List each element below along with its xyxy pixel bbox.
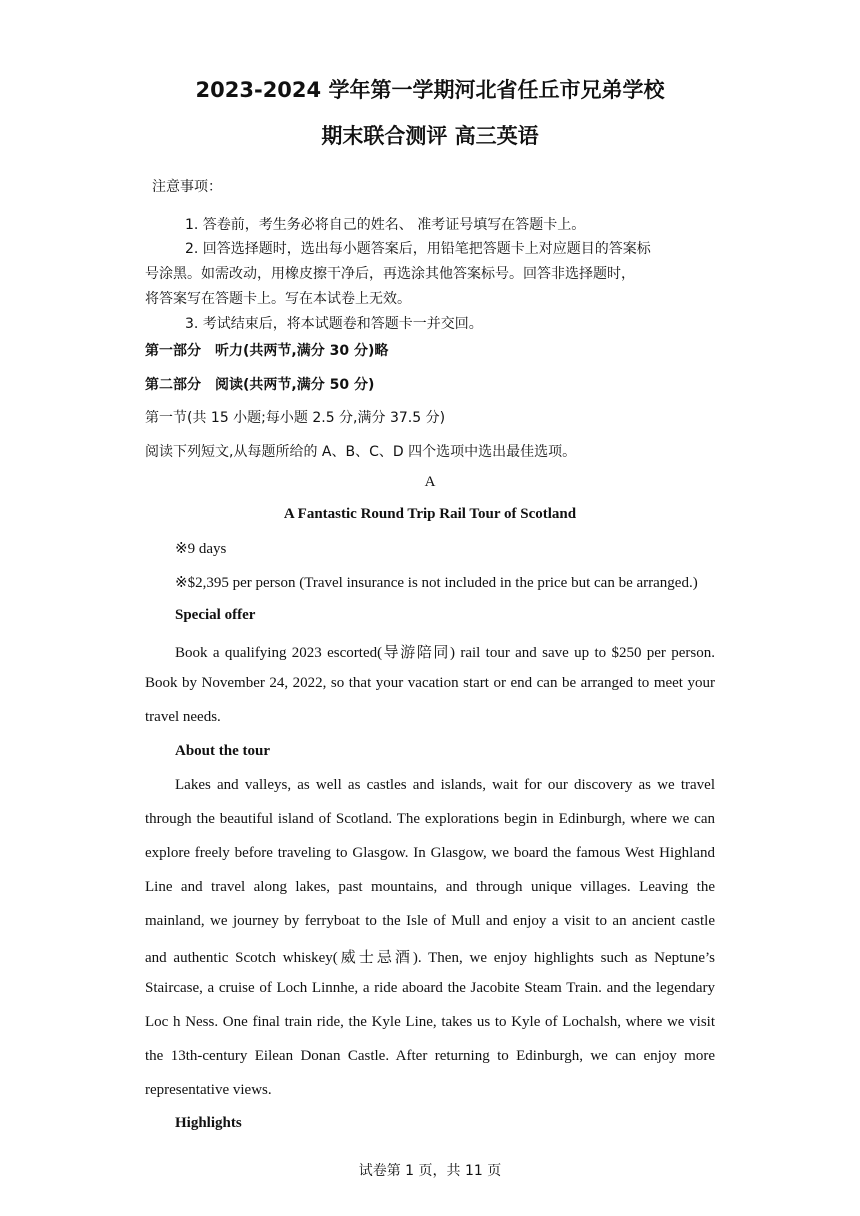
notes-heading: 注意事项： — [152, 179, 222, 195]
special-offer-line: Book by November 24, 2022, so that your vacation start or end can be arranged to meet your — [145, 675, 715, 691]
about-tour-line: mainland, we journey by ferryboat to the Isle of Mull and enjoy a visit to an ancient castle — [145, 913, 715, 929]
about-tour-line: representative views. — [145, 1082, 272, 1098]
passage-label: A — [424, 474, 436, 490]
about-tour-line: Staircase, a cruise of Loch Linnhe, a ride aboard the Jacobite Steam Train. and the legendary — [145, 980, 715, 996]
reading-instruction: 阅读下列短文,从每题所给的 A、B、C、D 四个选项中选出最佳选项。 — [145, 444, 577, 460]
about-tour-line: explore freely before traveling to Glasgow. In Glasgow, we board the famous West Highland — [145, 845, 715, 861]
notes-item-2-line-3: 将答案写在答题卡上。写在本试卷上无效。 — [145, 291, 411, 307]
page-footer: 试卷第 1 页，共 11 页 — [358, 1163, 502, 1179]
special-offer-line: travel needs. — [145, 709, 221, 725]
section-1-heading: 第一节(共 15 小题;每小题 2.5 分,满分 37.5 分) — [145, 410, 446, 426]
notes-item-2-line-1: 2. 回答选择题时，选出每小题答案后，用铅笔把答题卡上对应题目的答案标 — [185, 241, 651, 257]
highlights-heading: Highlights — [175, 1115, 242, 1131]
notes-item-1: 1. 答卷前，考生务必将自己的姓名、 准考证号填写在答题卡上。 — [185, 217, 586, 233]
exam-title-line2: 期末联合测评 高三英语 — [321, 124, 539, 148]
bullet-price: ※$2,395 per person (Travel insurance is not included in the price but can be arranged.) — [175, 575, 698, 591]
about-tour-line: Line and travel along lakes, past mountains, and through unique villages. Leaving the — [145, 879, 715, 895]
notes-item-2-line-2: 号涂黑。如需改动，用橡皮擦干净后，再选涂其他答案标号。回答非选择题时， — [145, 266, 635, 282]
bullet-duration: ※9 days — [175, 541, 227, 557]
about-tour-line: and authentic Scotch whiskey(威士忌酒). Then, we enjoy highlights such as Neptune’s — [145, 950, 715, 966]
about-tour-line: through the beautiful island of Scotland. The explorations begin in Edinburgh, where we can — [145, 811, 715, 827]
about-tour-heading: About the tour — [175, 743, 271, 759]
part-2-heading: 第二部分 阅读(共两节,满分 50 分) — [145, 377, 375, 393]
part-1-heading: 第一部分 听力(共两节,满分 30 分)略 — [145, 343, 389, 359]
passage-title: A Fantastic Round Trip Rail Tour of Scotland — [283, 506, 577, 522]
about-tour-line: Lakes and valleys, as well as castles and islands, wait for our discovery as we travel — [175, 777, 715, 793]
about-tour-line: Loc h Ness. One final train ride, the Kyle Line, takes us to Kyle of Lochalsh, where we visit — [145, 1014, 715, 1030]
exam-title-line1: 2023-2024 学年第一学期河北省任丘市兄弟学校 — [195, 78, 665, 102]
notes-item-3: 3. 考试结束后，将本试题卷和答题卡一并交回。 — [185, 316, 483, 332]
about-tour-line: the 13th-century Eilean Donan Castle. After returning to Edinburgh, we can enjoy more — [145, 1048, 715, 1064]
special-offer-line: Book a qualifying 2023 escorted(导游陪同) rail tour and save up to $250 per person. — [175, 645, 715, 661]
special-offer-heading: Special offer — [175, 607, 256, 623]
